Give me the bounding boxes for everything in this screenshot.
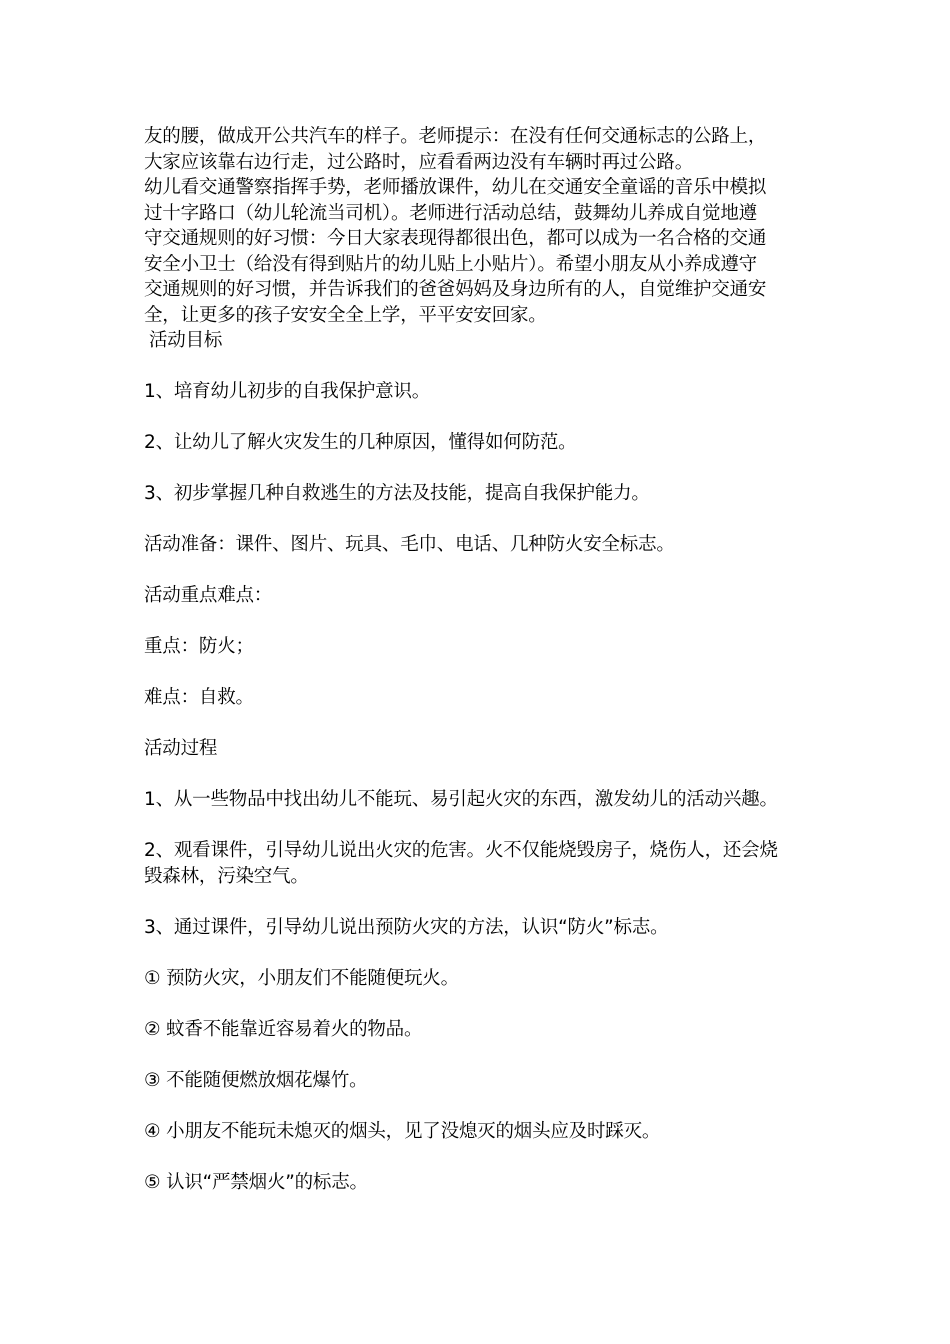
text-line: 全，让更多的孩子安安全全上学，平平安安回家。 [144, 304, 547, 326]
prevention-item: ① 预防火灾，小朋友们不能随便玩火。 [144, 967, 459, 989]
goal-item: 3、初步掌握几种自救逃生的方法及技能，提高自我保护能力。 [144, 483, 650, 504]
text-line: 大家应该靠右边行走，过公路时，应看看两边没有车辆时再过公路。 [144, 151, 694, 173]
process-step: 3、通过课件，引导幼儿说出预防火灾的方法，认识“防火”标志。 [144, 916, 669, 938]
goals-heading: 活动目标 [149, 330, 223, 351]
prevention-item: ④ 小朋友不能玩未熄灭的烟头，见了没熄灭的烟头应及时踩灭。 [144, 1120, 661, 1142]
text-line: 友的腰，做成开公共汽车的样子。老师提示：在没有任何交通标志的公路上， [144, 126, 767, 147]
text-line: 幼儿看交通警察指挥手势，老师播放课件，幼儿在交通安全童谣的音乐中模拟 [144, 177, 767, 198]
goal-item: 2、让幼儿了解火灾发生的几种原因，懂得如何防范。 [144, 432, 577, 453]
prevention-item: ③ 不能随便燃放烟花爆竹。 [144, 1069, 368, 1091]
text-line: 守交通规则的好习惯：今日大家表现得都很出色，都可以成为一名合格的交通 [144, 228, 767, 249]
text-line: 毁森林，污染空气。 [144, 865, 309, 887]
intro-paragraph [144, 124, 824, 328]
key-points-heading: 活动重点难点： [144, 585, 273, 606]
text-line: 过十字路口（幼儿轮流当司机）。老师进行活动总结，鼓舞幼儿养成自觉地遵 [144, 202, 757, 224]
prevention-item: ② 蚊香不能靠近容易着火的物品。 [144, 1018, 423, 1040]
process-heading: 活动过程 [144, 738, 218, 759]
document-body [144, 124, 824, 1195]
key-point-text: 重点：防火； [144, 636, 254, 657]
difficult-point-text: 难点：自救。 [144, 687, 254, 708]
prevention-item: ⑤ 认识“严禁烟火”的标志。 [144, 1171, 368, 1193]
process-step [144, 838, 824, 889]
process-step: 1、从一些物品中找出幼儿不能玩、易引起火灾的东西，激发幼儿的活动兴趣。 [144, 789, 778, 810]
goal-item: 1、培育幼儿初步的自我保护意识。 [144, 381, 431, 402]
preparation-text: 活动准备：课件、图片、玩具、毛巾、电话、几种防火安全标志。 [144, 534, 675, 555]
text-line: 交通规则的好习惯，并告诉我们的爸爸妈妈及身边所有的人，自觉维护交通安 [144, 279, 767, 300]
text-line: 2、观看课件，引导幼儿说出火灾的危害。火不仅能烧毁房子，烧伤人，还会烧 [144, 840, 778, 861]
text-line: 安全小卫士（给没有得到贴片的幼儿贴上小贴片）。希望小朋友从小养成遵守 [144, 253, 757, 275]
